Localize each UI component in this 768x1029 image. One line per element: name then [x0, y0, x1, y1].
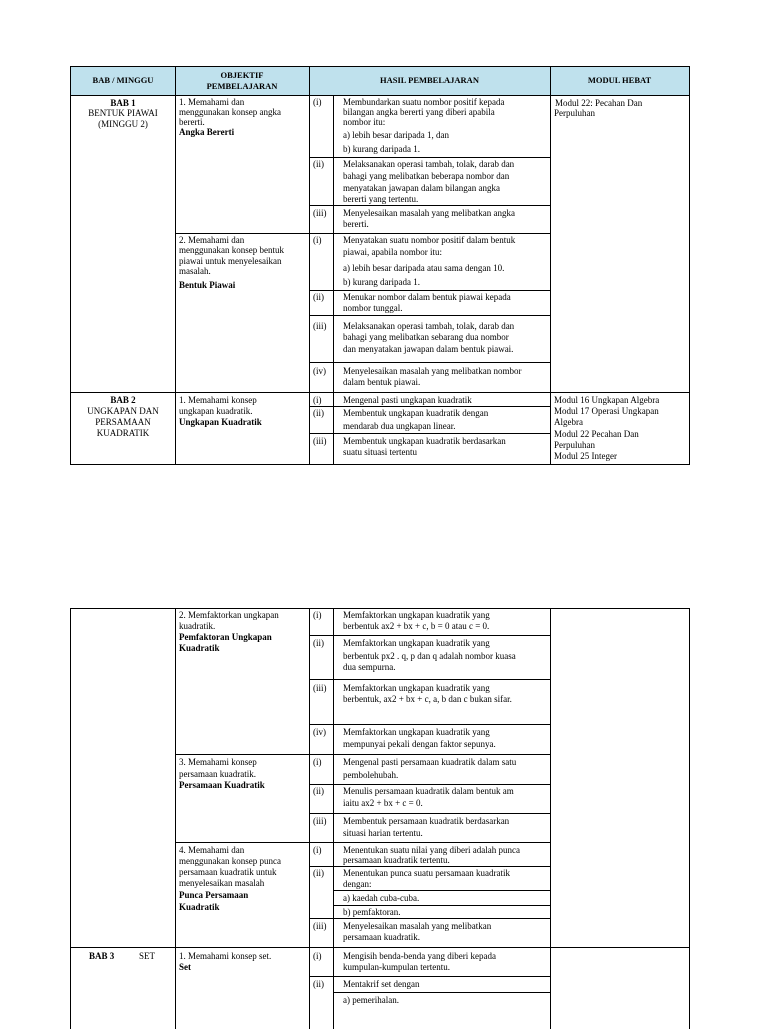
bab2-obj1-line: 1. Memahami konsep — [179, 395, 257, 405]
outcome-text: Memfaktorkan ungkapan kuadratik yang — [343, 727, 490, 737]
obj4-line: persamaan kuadratik untuk — [179, 867, 277, 877]
outcome-text: dengan: — [343, 879, 372, 889]
outcome-number: (iii) — [313, 436, 327, 446]
outcome-text: mendarab dua ungkapan linear. — [343, 421, 456, 431]
syllabus-table-2 — [70, 608, 690, 1029]
bab2-obj1-heading: Ungkapan Kuadratik — [179, 417, 262, 427]
outcome-text: b) kurang daripada 1. — [343, 277, 420, 287]
outcome-number: (iv) — [313, 366, 326, 376]
obj3-heading: Persamaan Kuadratik — [179, 780, 265, 790]
obj4-line: 4. Memahami dan — [179, 845, 245, 855]
header-modul: MODUL HEBAT — [587, 75, 652, 85]
obj2-line: 2. Memfaktorkan ungkapan — [179, 610, 279, 620]
outcome-text: situasi harian tertentu. — [343, 828, 423, 838]
outcome-text: Membundarkan suatu nombor positif kepada — [343, 97, 505, 107]
bab1-obj1-line: 1. Memahami dan — [179, 97, 245, 107]
header-bab-minggu: BAB / MINGGU — [92, 75, 154, 85]
outcome-text: Mengenal pasti ungkapan kuadratik — [343, 395, 472, 405]
outcome-text: Mengenal pasti persamaan kuadratik dalam satu — [343, 757, 517, 767]
outcome-text: Menyatakan suatu nombor positif dalam bentuk — [343, 235, 516, 245]
outcome-text: bahagi yang melibatkan sebarang dua nombor — [343, 332, 509, 342]
outcome-number: (ii) — [313, 638, 324, 648]
syllabus-table-1 — [70, 66, 690, 465]
header-pembelajaran: PEMBELAJARAN — [206, 81, 278, 91]
outcome-number: (ii) — [313, 292, 324, 302]
bab2-topic: KUADRATIK — [96, 428, 150, 438]
bab1-modul-line: Perpuluhan — [554, 108, 595, 118]
bab2-modul-line: Modul 22 Pecahan Dan — [554, 429, 639, 439]
outcome-number: (i) — [313, 845, 322, 855]
outcome-text: bererti yang tertentu. — [343, 194, 419, 204]
header-hasil: HASIL PEMBELAJARAN — [380, 75, 479, 85]
outcome-text: berbentuk px2 . q, p dan q adalah nombor kuasa — [343, 651, 516, 661]
outcome-number: (iii) — [313, 208, 327, 218]
outcome-text: nombor itu: — [343, 117, 386, 127]
outcome-text: nombor tunggal. — [343, 303, 403, 313]
bab3-obj-line: 1. Memahami konsep set. — [179, 951, 272, 961]
obj4-line: menggunakan konsep punca — [179, 856, 281, 866]
bab3-topic: SET — [139, 951, 156, 961]
outcome-number: (i) — [313, 395, 322, 405]
outcome-number: (iii) — [313, 321, 327, 331]
outcome-number: (i) — [313, 757, 322, 767]
outcome-number: (ii) — [313, 868, 324, 878]
outcome-text: Membentuk persamaan kuadratik berdasarkan — [343, 816, 510, 826]
obj3-line: 3. Memahami konsep — [179, 757, 257, 767]
outcome-number: (i) — [313, 951, 322, 961]
outcome-text: berbentuk ax2 + bx + c, b = 0 atau c = 0. — [343, 621, 490, 631]
bab1-obj2-line: menggunakan konsep bentuk — [179, 245, 284, 255]
outcome-text: Melaksanakan operasi tambah, tolak, darab dan — [343, 159, 515, 169]
outcome-text: bilangan angka bererti yang diberi apabila — [343, 107, 495, 117]
bab2-modul-line: Algebra — [554, 417, 583, 427]
outcome-number: (i) — [313, 97, 322, 107]
obj4-heading: Punca Persamaan — [179, 890, 249, 900]
outcome-text: Mengisih benda-benda yang diberi kepada — [343, 951, 496, 961]
bab2-title: BAB 2 — [110, 395, 136, 405]
bab2-modul-line: Modul 25 Integer — [554, 451, 617, 461]
outcome-number: (iii) — [313, 816, 327, 826]
bab2-modul-line: Perpuluhan — [554, 440, 595, 450]
outcome-number: (ii) — [313, 786, 324, 796]
outcome-text: pembolehubah. — [343, 770, 399, 780]
outcome-text: dan menyatakan jawapan dalam bentuk piawai. — [343, 344, 514, 354]
outcome-text: Menukar nombor dalam bentuk piawai kepada — [343, 292, 511, 302]
outcome-text: Membentuk ungkapan kuadratik berdasarkan — [343, 436, 506, 446]
outcome-text: bahagi yang melibatkan beberapa nombor dan — [343, 171, 510, 181]
obj4-line: menyelesaikan masalah — [179, 878, 265, 888]
bab3-title: BAB 3 — [89, 951, 115, 961]
bab1-obj2-line: 2. Memahami dan — [179, 235, 245, 245]
bab1-week: (MINGGU 2) — [98, 119, 148, 129]
outcome-text: bererti. — [343, 219, 369, 229]
obj2-heading: Kuadratik — [179, 643, 220, 653]
bab1-obj1-heading: Angka Bererti — [179, 127, 235, 137]
bab3-obj-heading: Set — [179, 962, 191, 972]
outcome-text: Menentukan suatu nilai yang diberi adalah punca — [343, 845, 520, 855]
outcome-text: dalam bentuk piawai. — [343, 377, 421, 387]
header-objektif: OBJEKTIF — [220, 70, 264, 80]
outcome-text: dua sempurna. — [343, 662, 396, 672]
bab2-topic: UNGKAPAN DAN — [87, 406, 159, 416]
outcome-text: Memfaktorkan ungkapan kuadratik yang — [343, 610, 490, 620]
bab1-modul-line: Modul 22: Pecahan Dan — [555, 98, 643, 108]
outcome-number: (ii) — [313, 979, 324, 989]
bab1-obj2-line: masalah. — [179, 266, 211, 276]
bab1-obj1-line: menggunakan konsep angka — [179, 107, 281, 117]
bab1-topic: BENTUK PIAWAI — [88, 108, 158, 118]
bab1-obj2-line: piawai untuk menyelesaikan — [179, 256, 282, 266]
outcome-text: Menulis persamaan kuadratik dalam bentuk am — [343, 786, 514, 796]
outcome-number: (i) — [313, 610, 322, 620]
outcome-number: (ii) — [313, 408, 324, 418]
outcome-text: a) pemerihalan. — [343, 995, 399, 1005]
obj4-heading: Kuadratik — [179, 902, 220, 912]
obj2-heading: Pemfaktoran Ungkapan — [179, 632, 272, 642]
bab2-modul-line: Modul 17 Operasi Ungkapan — [554, 406, 659, 416]
outcome-text: b) pemfaktoran. — [343, 907, 401, 917]
bab1-title: BAB 1 — [110, 98, 136, 108]
outcome-number: (iii) — [313, 921, 327, 931]
outcome-text: a) lebih besar daripada 1, dan — [343, 130, 449, 140]
outcome-text: Membentuk ungkapan kuadratik dengan — [343, 408, 489, 418]
outcome-number: (i) — [313, 235, 322, 245]
outcome-text: a) kaedah cuba-cuba. — [343, 893, 420, 903]
outcome-text: berbentuk, ax2 + bx + c, a, b dan c bukan sifar. — [343, 694, 512, 704]
outcome-number: (iii) — [313, 683, 327, 693]
outcome-text: persamaan kuadratik tertentu. — [343, 855, 450, 865]
outcome-text: Memfaktorkan ungkapan kuadratik yang — [343, 683, 490, 693]
bab2-obj1-line: ungkapan kuadratik. — [179, 406, 253, 416]
outcome-text: iaitu ax2 + bx + c = 0. — [343, 798, 423, 808]
outcome-text: Menyelesaikan masalah yang melibatkan nombor — [343, 366, 522, 376]
bab1-obj1-line: bererti. — [179, 117, 205, 127]
outcome-number: (iv) — [313, 727, 326, 737]
outcome-text: Menentukan punca suatu persamaan kuadratik — [343, 868, 510, 878]
outcome-text: persamaan kuadratik. — [343, 932, 420, 942]
bab2-topic: PERSAMAAN — [95, 417, 151, 427]
outcome-text: mempunyai pekali dengan faktor sepunya. — [343, 739, 496, 749]
outcome-text: Menyelesaikan masalah yang melibatkan angka — [343, 208, 515, 218]
bab2-modul-line: Modul 16 Ungkapan Algebra — [554, 395, 660, 405]
obj2-line: kuadratik. — [179, 621, 216, 631]
outcome-text: a) lebih besar daripada atau sama dengan 10. — [343, 263, 505, 273]
obj3-line: persamaan kuadratik. — [179, 769, 256, 779]
outcome-text: b) kurang daripada 1. — [343, 144, 420, 154]
outcome-text: Menyelesaikan masalah yang melibatkan — [343, 921, 492, 931]
outcome-text: Melaksanakan operasi tambah, tolak, darab dan — [343, 321, 515, 331]
bab1-obj2-heading: Bentuk Piawai — [179, 280, 236, 290]
outcome-text: kumpulan-kumpulan tertentu. — [343, 962, 450, 972]
outcome-text: piawai, apabila nombor itu: — [343, 247, 442, 257]
outcome-text: menyatakan jawapan dalam bilangan angka — [343, 183, 500, 193]
outcome-text: suatu situasi tertentu — [343, 447, 417, 457]
outcome-text: Mentakrif set dengan — [343, 979, 420, 989]
outcome-number: (ii) — [313, 159, 324, 169]
outcome-text: Memfaktorkan ungkapan kuadratik yang — [343, 638, 490, 648]
